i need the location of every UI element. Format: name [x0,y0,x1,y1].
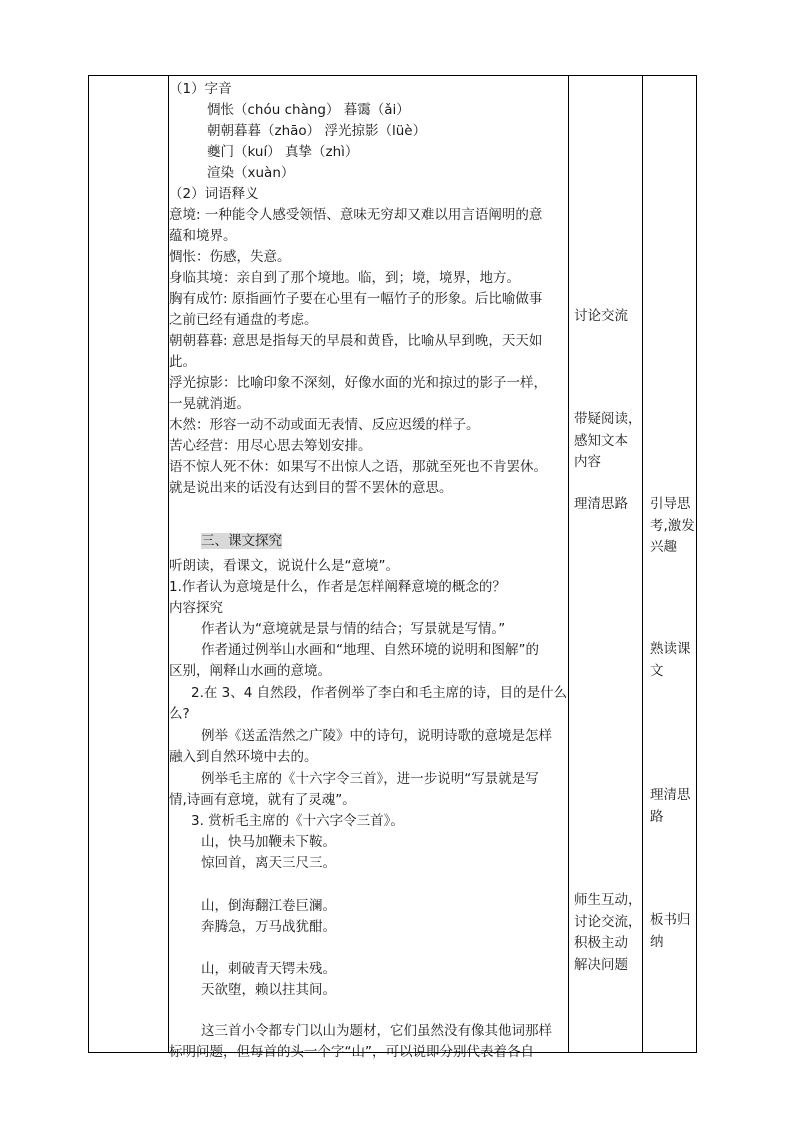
content-line [169,917,336,937]
line-text: 么? [169,706,190,722]
line-text: 1.作者认为意境是什么，作者是怎样阐释意境的概念的？ [169,579,506,595]
column-divider [568,76,569,1052]
content-line [169,268,520,288]
line-text: 惊回首，离天三尺三。 [201,855,336,871]
content-line [169,598,223,618]
content-line [169,896,336,916]
line-text: 苦心经营：用尽心思去筹划安排。 [169,438,372,454]
content-line [169,457,547,477]
line-text: 之前已经有通盘的考虑。 [169,312,318,328]
activity-note: 理清思 路 [650,787,691,825]
line-text: 融入到自然环境中去的。 [169,749,318,765]
line-text: 山，倒海翻江卷巨澜。 [201,898,336,914]
activity-note: 引导思 考,激发 兴趣 [650,496,695,555]
content-line [169,79,232,99]
lesson-table [88,75,697,1060]
content-line [169,790,356,810]
content-line [169,531,282,551]
content-line [169,247,291,267]
line-text: 情,诗画有意境，就有了灵魂”。 [169,792,356,808]
line-text: 惆怅（chóu chàng） 暮霭（ǎi） [207,102,410,118]
line-text: 3. 赏析毛主席的《十六字令三首》。 [191,813,404,829]
content-line [169,769,539,789]
line-text: 这三首小令都专门以山为题材，它们虽然没有像其他词那样 [201,1023,552,1039]
content-line [169,577,506,597]
content-line [169,310,318,330]
content-line [169,205,542,225]
column-divider [642,76,643,1052]
line-text: 胸有成竹: 原指画竹子要在心里有一幅竹子的形象。后比喻做事 [169,291,543,307]
line-text: 天欲堕，赖以拄其间。 [201,982,336,998]
content-line [169,394,250,414]
line-text: 2.在 3、4 自然段，作者例举了李白和毛主席的诗，目的是什么 [191,685,568,701]
line-text: 朝朝暮暮（zhāo） 浮光掠影（lüè） [207,123,427,139]
line-text: 就是说出来的话没有达到目的誓不罢休的意思。 [169,480,453,496]
line-text: 语不惊人死不休：如果写不出惊人之语，那就至死也不肯罢休。 [169,459,547,475]
content-line [169,373,547,393]
line-text: 渲染（xuàn） [207,165,295,181]
line-text: 蕴和境界。 [169,228,237,244]
section-heading: 三、课文探究 [201,533,282,549]
content-line [169,980,336,1000]
content-line [169,1042,534,1062]
line-text: 山，快马加鞭未下鞍。 [201,834,336,850]
line-text: 内容探究 [169,600,223,616]
line-text: 木然：形容一动不动或面无表情、反应迟缓的样子。 [169,417,480,433]
content-line [169,811,404,831]
content-line [169,853,336,873]
line-text: 作者认为“意境就是景与情的结合；写景就是写情。” [201,621,506,637]
line-text: 朝朝暮暮: 意思是指每天的早晨和黄昏，比喻从早到晚，天天如 [169,333,543,349]
content-line [169,289,542,309]
line-text: 一晃就消逝。 [169,396,250,412]
line-text: 作者通过例举山水画和“地理、自然环境的说明和图解”的 [201,642,539,658]
content-line [169,478,453,498]
line-text: 奔腾急，万马战犹酣。 [201,919,336,935]
activity-note: 熟读课 文 [650,641,691,679]
content-line [169,661,331,681]
content-line [169,726,552,746]
line-text: （2）词语释义 [169,186,259,202]
content-line [169,747,318,767]
line-text: 惆怅：伤感，失意。 [169,249,291,265]
content-line [169,415,480,435]
content-line [169,683,567,703]
line-text: （1）字音 [169,81,232,97]
line-text: 标明问题，但每首的头一个字“山”，可以说即分别代表着各自 [169,1044,534,1060]
content-line [169,226,237,246]
content-line [169,832,336,852]
content-line [169,959,336,979]
line-text: 山，刺破青天锷未残。 [201,961,336,977]
line-text: 意境: 一种能令人感受领悟、意味无穷却又难以用言语阐明的意 [169,207,543,223]
line-text: 身临其境：亲自到了那个境地。临，到；境，境界，地方。 [169,270,520,286]
line-text: 夔门（kuí） 真挚（zhì） [207,144,359,160]
line-text: 此。 [169,354,196,370]
line-text: 听朗读，看课文，说说什么是“意境”。 [169,558,399,574]
line-text: 浮光掠影：比喻印象不深刻，好像水面的光和掠过的影子一样， [169,375,547,391]
line-text: 例举毛主席的《十六字令三首》，进一步说明“写景就是写 [201,771,539,787]
activity-note: 师生互动， 讨论交流， 积极主动 解决问题 [574,892,642,973]
activity-note: 理清思路 [574,496,628,512]
content-line [169,121,426,141]
line-text: 区别，阐释山水画的意境。 [169,663,331,679]
content-line [169,331,542,351]
content-line [169,704,190,724]
line-text: 例举《送孟浩然之广陵》中的诗句，说明诗歌的意境是怎样 [201,728,552,744]
activity-note: 讨论交流 [574,308,628,324]
content-line [169,556,399,576]
content-line [169,352,196,372]
content-line [169,184,259,204]
content-line [169,100,410,120]
activity-note: 带疑阅读， 感知文本 内容 [574,411,642,470]
content-line [169,436,372,456]
content-line [169,142,358,162]
content-line [169,640,539,660]
content-line [169,619,505,639]
activity-note: 板书归 纳 [650,912,691,950]
content-line [169,163,294,183]
content-line [169,1021,552,1041]
